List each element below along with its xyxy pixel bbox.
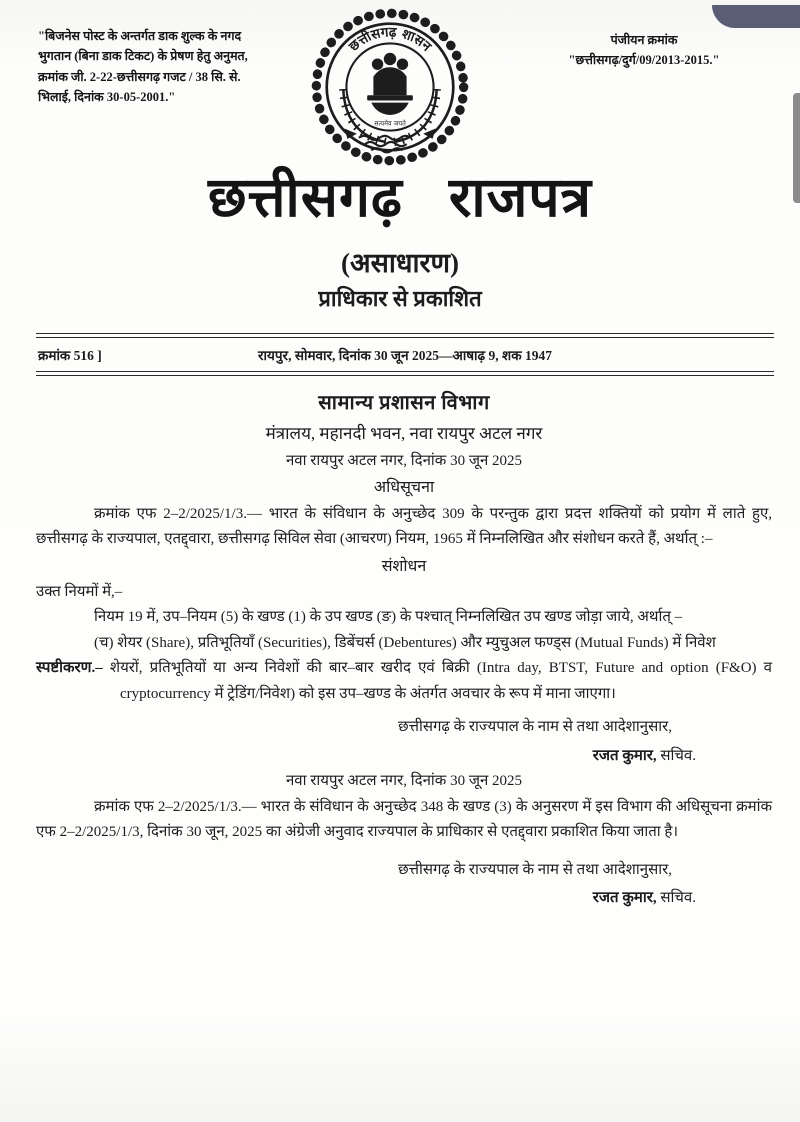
place-date-line-1: नवा रायपुर अटल नगर, दिनांक 30 जून 2025 — [285, 452, 523, 469]
seal-ring-text: छत्तीसगढ़ शासन — [345, 24, 435, 55]
gazette-title — [0, 168, 800, 229]
explanation-paragraph — [36, 656, 772, 707]
paragraph-2: नियम 19 में, उप–नियम (5) के खण्ड (1) के उप खण्ड (ङ) के पश्चात् निम्नलिखित उप खण्ड जोड़ा जाये, अर्थात् – — [94, 609, 683, 626]
gazette-title-word1: छत्तीसगढ़ — [207, 167, 403, 228]
signatory-line — [36, 744, 772, 770]
by-order-line: छत्तीसगढ़ के राज्यपाल के नाम से तथा आदेशानुसार, — [398, 719, 672, 736]
department-name: सामान्य प्रशासन विभाग — [318, 392, 490, 414]
seal-motto-text: सत्यमेव जयते — [374, 119, 406, 128]
signatory-line — [36, 886, 772, 912]
paragraph-4: क्रमांक एफ 2–2/2025/1/3.— भारत के संविधान के अनुच्छेद 348 के खण्ड (3) के अनुसरण में इस विभाग की अधिसूचना क्रमांक एफ 2–2/2025/1/3, दिनांक 30 जून, 2025 का अंग्रेजी अनुवाद राज्यपाल के प्राधिकार से एतद्द्वारा प्रकाशित किया जाता है। — [36, 798, 772, 841]
issue-band — [36, 333, 774, 376]
masthead — [0, 168, 800, 313]
registration-number: "छत्तीसगढ़/दुर्ग/09/2013-2015." — [568, 53, 720, 67]
amendment-heading: संशोधन — [381, 557, 427, 575]
explanation-text: शेयरों, प्रतिभूतियों या अन्य निवेशों की बार–बार खरीद एवं बिक्री (Intra day, BTST, Future and option (F&O) व cryptocurrency में ट्रेडिंग/निवेश) को इस उप–खण्ड के अंतर्गत अवचार के रूप में माना जाएगा। — [102, 660, 772, 702]
signature-block-1 — [36, 715, 772, 769]
screen-corner-tab — [712, 5, 800, 28]
signatory-designation: सचिव. — [656, 890, 696, 907]
by-order-line: छत्तीसगढ़ के राज्यपाल के नाम से तथा आदेशानुसार, — [398, 861, 672, 878]
signature-block-2 — [36, 858, 772, 912]
issue-number: क्रमांक 516 ] — [38, 347, 102, 363]
paragraph-3: (च) शेयर (Share), प्रतिभूतियाँ (Securities), डिबेंचर्स (Debentures) और म्युचुअल फण्ड्स (Mutual Funds) में निवेश — [94, 634, 716, 651]
signatory-name: रजत कुमार, — [592, 890, 657, 907]
notification-heading: अधिसूचना — [373, 479, 435, 497]
registration-block — [515, 30, 773, 70]
chhattisgarh-government-seal-icon — [306, 4, 474, 170]
explanation-label: स्पष्टीकरण.– — [36, 660, 103, 677]
notification-body — [36, 386, 772, 912]
svg-text:छत्तीसगढ़ शासन — [345, 24, 434, 55]
double-rule-bottom — [36, 371, 774, 376]
gazette-title-word2: राजपत्र — [448, 167, 593, 228]
signatory-designation: सचिव. — [656, 747, 696, 764]
signatory-name: रजत कुमार, — [592, 747, 657, 764]
gazette-subtitle: (असाधारण) — [340, 247, 460, 278]
published-by-authority: प्राधिकार से प्रकाशित — [318, 285, 482, 311]
issue-date-line: रायपुर, सोमवार, दिनांक 30 जून 2025—आषाढ़ 9, शक 1947 — [258, 347, 552, 363]
department-address: मंत्रालय, महानदी भवन, नवा रायपुर अटल नगर — [265, 424, 543, 443]
ashoka-lion-capital-icon — [367, 53, 413, 115]
registration-label: पंजीयन क्रमांक — [610, 33, 678, 47]
in-said-rules-line: उक्त नियमों में,– — [36, 583, 123, 600]
postal-permission-note: "बिजनेस पोस्ट के अन्तर्गत डाक शुल्क के नगद भुगतान (बिना डाक टिकट) के प्रेषण हेतु अनुमत, क्रमांक जी. 2-22-छत्तीसगढ़ गजट / 38 सि. से. भिलाई, दिनांक 30-05-2001." — [38, 29, 248, 104]
paragraph-1: क्रमांक एफ 2–2/2025/1/3.— भारत के संविधान के अनुच्छेद 309 के परन्तुक द्वारा प्रदत्त शक्तियों को प्रयोग में लाते हुए, छत्तीसगढ़ के राज्यपाल, एतद्द्वारा, छत्तीसगढ़ सिविल सेवा (आचरण) नियम, 1965 में निम्नलिखित और संशोधन करते हैं, अर्थात् :– — [36, 505, 772, 548]
place-date-line-2: नवा रायपुर अटल नगर, दिनांक 30 जून 2025 — [285, 773, 523, 790]
